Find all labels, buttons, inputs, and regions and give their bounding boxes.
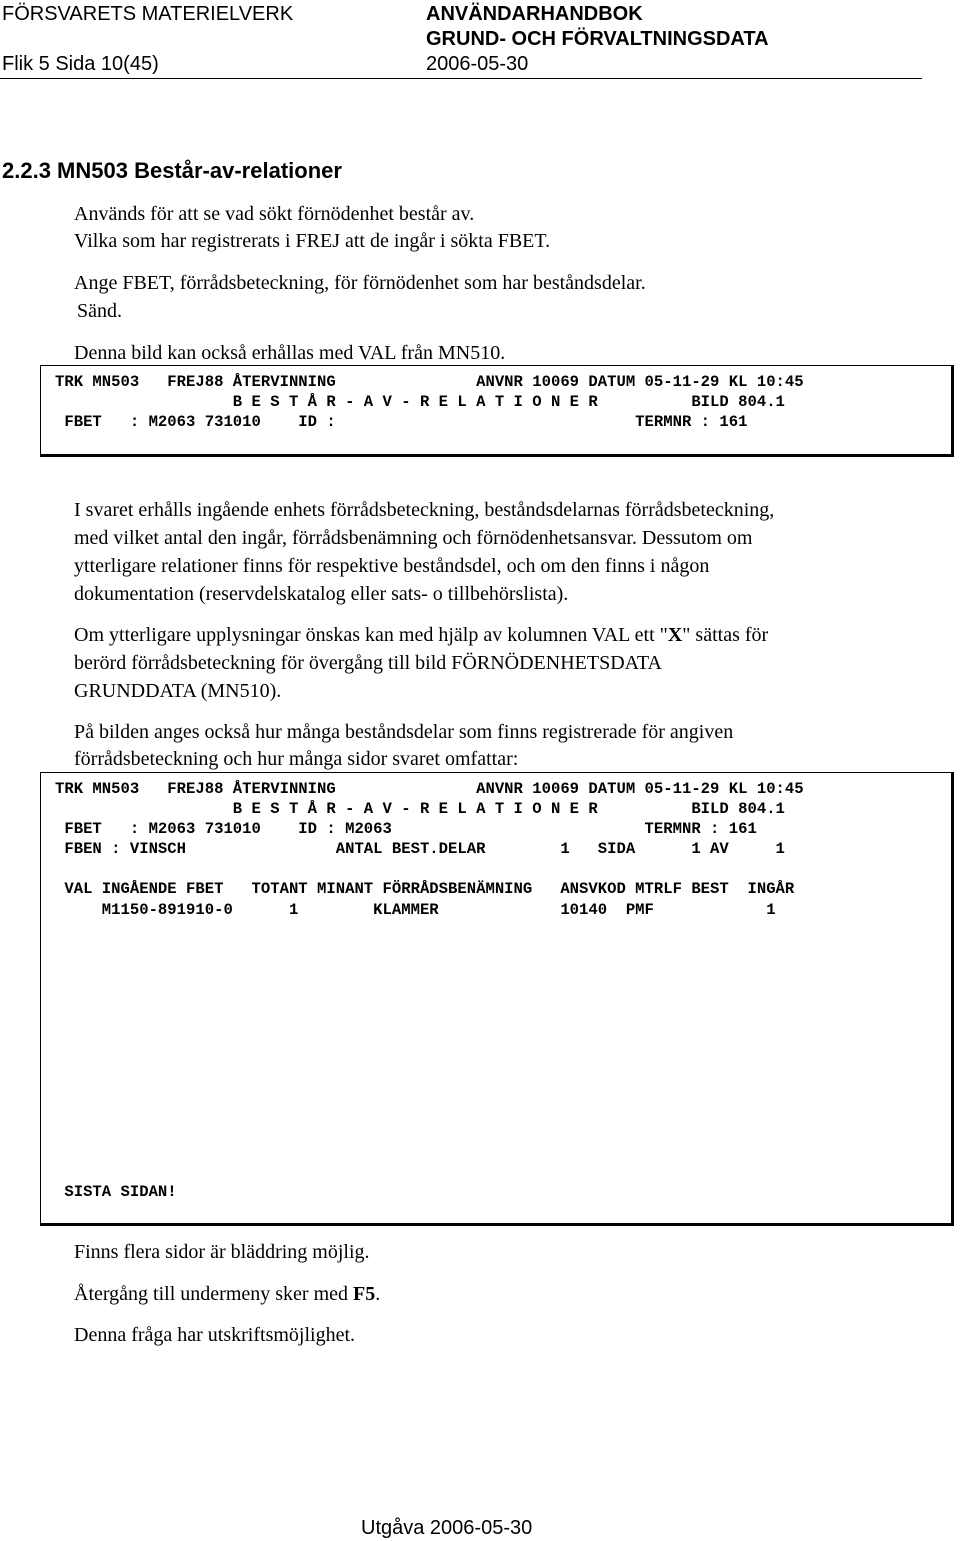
screen-line: TRK MN503 FREJ88 ÅTERVINNING ANVNR 10069 DATUM 05-11-29 KL 10:45 [55,373,804,391]
header-org: FÖRSVARETS MATERIELVERK [2,3,294,25]
table-header: VAL INGÅENDE FBET TOTANT MINANT FÖRRÅDSBENÄMNING ANSVKOD MTRLF BEST INGÅR [55,880,795,898]
body-line: I svaret erhålls ingående enhets förrådsbeteckning, beståndsdelarnas förrådsbeteckning, [74,499,775,521]
header-doc-subtitle: GRUND- OCH FÖRVALTNINGSDATA [426,28,769,50]
intro-line: Denna bild kan också erhållas med VAL från MN510. [74,342,506,364]
body-line: På bilden anges också hur många beståndsdelar som finns registrerade för angiven [74,721,734,743]
body-line: förrådsbeteckning och hur många sidor svaret omfattar: [74,748,519,770]
header-divider [0,78,922,79]
screen-line: B E S T Å R - A V - R E L A T I O N E R BILD 804.1 [55,393,785,411]
terminal-screen-search [40,365,954,457]
key-x: X [667,624,683,646]
intro-line: Används för att se vad sökt förnödenhet består av. [74,203,475,225]
outro-line: Återgång till undermeny sker med F5. [74,1283,381,1305]
body-line: med vilket antal den ingår, förrådsbenämning och förnödenhetsansvar. Dessutom om [74,527,753,549]
table-row: M1150-891910-0 1 KLAMMER 10140 PMF 1 [55,901,776,919]
footer-edition: Utgåva 2006-05-30 [361,1517,533,1539]
intro-line: Vilka som har registrerats i FREJ att de ingår i sökta FBET. [74,230,551,252]
screen-line: TRK MN503 FREJ88 ÅTERVINNING ANVNR 10069 DATUM 05-11-29 KL 10:45 [55,780,804,798]
body-line: GRUNDDATA (MN510). [74,680,282,702]
outro-line: Finns flera sidor är bläddring möjlig. [74,1241,370,1263]
body-line: Om ytterligare upplysningar önskas kan med hjälp av kolumnen VAL ett "X" sättas för [74,624,769,646]
screen-line: FBET : M2063 731010 ID : TERMNR : 161 [55,413,748,431]
body-line: dokumentation (reservdelskatalog eller sats- o tillbehörslista). [74,583,569,605]
intro-line: Ange FBET, förrådsbeteckning, för förnödenhet som har beståndsdelar. [74,272,646,294]
terminal-screen-result [40,772,954,1226]
body-line: ytterligare relationer finns för respektive beståndsdel, och om den finns i någon [74,555,710,577]
screen-line: FBEN : VINSCH ANTAL BEST.DELAR 1 SIDA 1 AV 1 [55,840,785,858]
header-doc-title: ANVÄNDARHANDBOK [426,3,643,25]
screen-line: B E S T Å R - A V - R E L A T I O N E R BILD 804.1 [55,800,785,818]
intro-line: Sänd. [77,300,122,322]
body-line: berörd förrådsbeteckning för övergång till bild FÖRNÖDENHETSDATA [74,652,662,674]
section-heading: 2.2.3 MN503 Består-av-relationer [2,158,342,183]
outro-line: Denna fråga har utskriftsmöjlighet. [74,1324,356,1346]
header-tab-page: Flik 5 Sida 10(45) [2,53,159,75]
screen-line: FBET : M2063 731010 ID : M2063 TERMNR : 161 [55,820,757,838]
last-page-notice: SISTA SIDAN! [55,1183,177,1201]
key-f5: F5 [353,1283,376,1305]
header-doc-date: 2006-05-30 [426,53,529,75]
